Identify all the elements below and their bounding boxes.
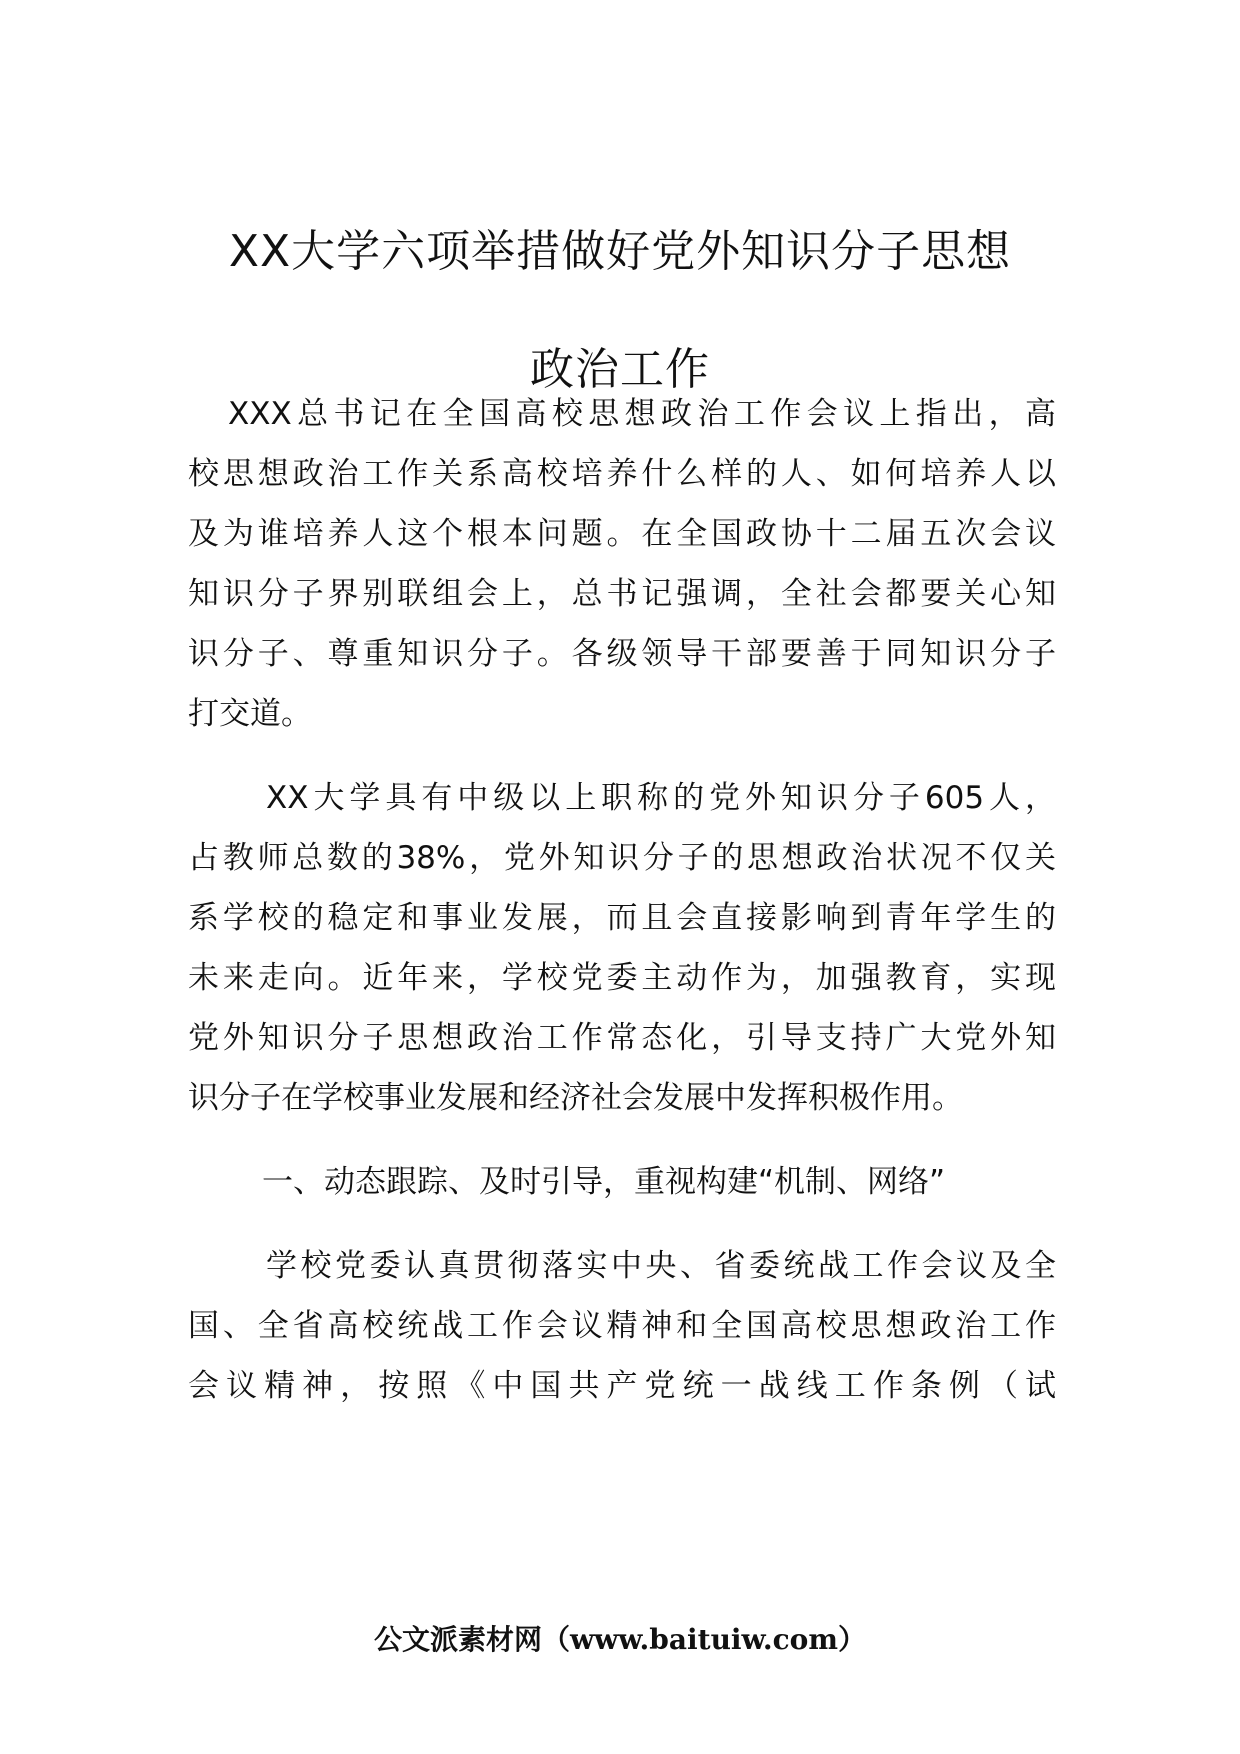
page-footer-source: 公文派素材网（www.baituiw.com） [374, 1623, 866, 1656]
paragraph-1-line-1: XXX总书记在全国高校思想政治工作会议上指出，高 [228, 396, 1056, 432]
paragraph-1-line-6: 打交道。 [188, 696, 312, 732]
paragraph-1-line-4: 知识分子界别联组会上，总书记强调，全社会都要关心知 [188, 576, 1056, 612]
paragraph-1-line-3: 及为谁培养人这个根本问题。在全国政协十二届五次会议 [188, 516, 1056, 552]
paragraph-1-line-2: 校思想政治工作关系高校培养什么样的人、如何培养人以 [188, 456, 1056, 492]
paragraph-2-line-2: 占教师总数的38%，党外知识分子的思想政治状况不仅关 [188, 840, 1056, 876]
paragraph-1-line-5: 识分子、尊重知识分子。各级领导干部要善于同知识分子 [188, 636, 1056, 672]
paragraph-2-line-1: XX大学具有中级以上职称的党外知识分子605人， [266, 780, 1056, 816]
paragraph-3-line-2: 国、全省高校统战工作会议精神和全国高校思想政治工作 [188, 1308, 1056, 1344]
paragraph-2-line-5: 党外知识分子思想政治工作常态化，引导支持广大党外知 [188, 1020, 1056, 1056]
document-title-line-2: 政治工作 [530, 344, 710, 395]
paragraph-2-line-4: 未来走向。近年来，学校党委主动作为，加强教育，实现 [188, 960, 1056, 996]
document-title-line-1: XX大学六项举措做好党外知识分子思想 [228, 226, 1012, 277]
paragraph-2-line-3: 系学校的稳定和事业发展，而且会直接影响到青年学生的 [188, 900, 1056, 936]
paragraph-2-line-6: 识分子在学校事业发展和经济社会发展中发挥积极作用。 [188, 1080, 963, 1116]
section-heading-1: 一、动态跟踪、及时引导，重视构建“机制、网络” [262, 1164, 946, 1200]
paragraph-3-line-3: 会议精神，按照《中国共产党统一战线工作条例（试 [188, 1368, 1056, 1404]
paragraph-3-line-1: 学校党委认真贯彻落实中央、省委统战工作会议及全 [266, 1248, 1056, 1284]
